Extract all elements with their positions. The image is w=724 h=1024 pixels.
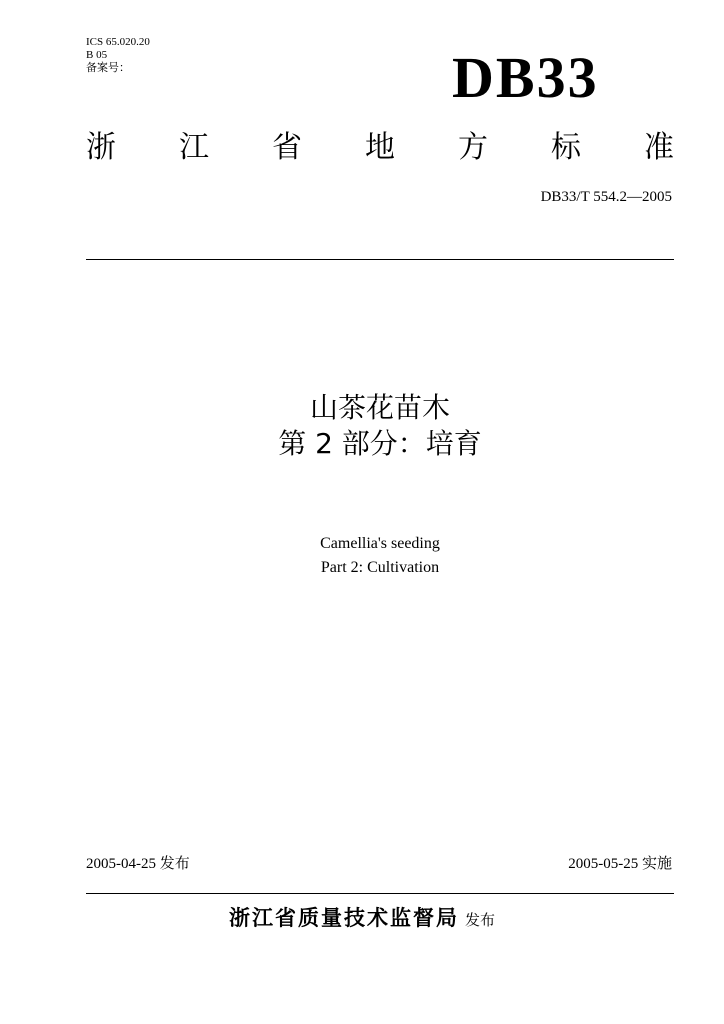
bottom-divider xyxy=(86,893,674,894)
english-title-line-1: Camellia's seeding xyxy=(320,535,440,552)
classification-code: B 05 xyxy=(86,49,108,61)
publisher-line xyxy=(0,902,724,932)
publisher-suffix: 发布 xyxy=(464,911,495,929)
chinese-title-line-1: 山茶花苗木 xyxy=(309,391,450,424)
implementation-date: 2005-05-25 实施 xyxy=(568,856,672,872)
standard-type-char: 江 xyxy=(179,130,209,165)
standard-number: DB33/T 554.2—2005 xyxy=(540,189,672,205)
standard-type-heading xyxy=(86,126,674,170)
chinese-title-line-2: 第 2 部分：培育 xyxy=(278,427,482,460)
standard-code-logo: DB33 xyxy=(452,45,599,110)
standard-type-char: 方 xyxy=(458,130,488,165)
issue-date: 2005-04-25 发布 xyxy=(86,856,190,872)
standard-type-char: 省 xyxy=(272,130,302,165)
standard-type-char: 地 xyxy=(365,130,395,165)
standard-type-char: 标 xyxy=(551,130,581,165)
top-divider xyxy=(86,259,674,260)
ics-code: ICS 65.020.20 xyxy=(86,36,150,48)
english-title-line-2: Part 2: Cultivation xyxy=(320,559,440,576)
publisher-name: 浙江省质量技术监督局 xyxy=(228,906,459,930)
filing-number-label: 备案号： xyxy=(86,62,130,74)
standard-type-char: 准 xyxy=(644,130,674,165)
standard-type-char: 浙 xyxy=(86,130,116,165)
